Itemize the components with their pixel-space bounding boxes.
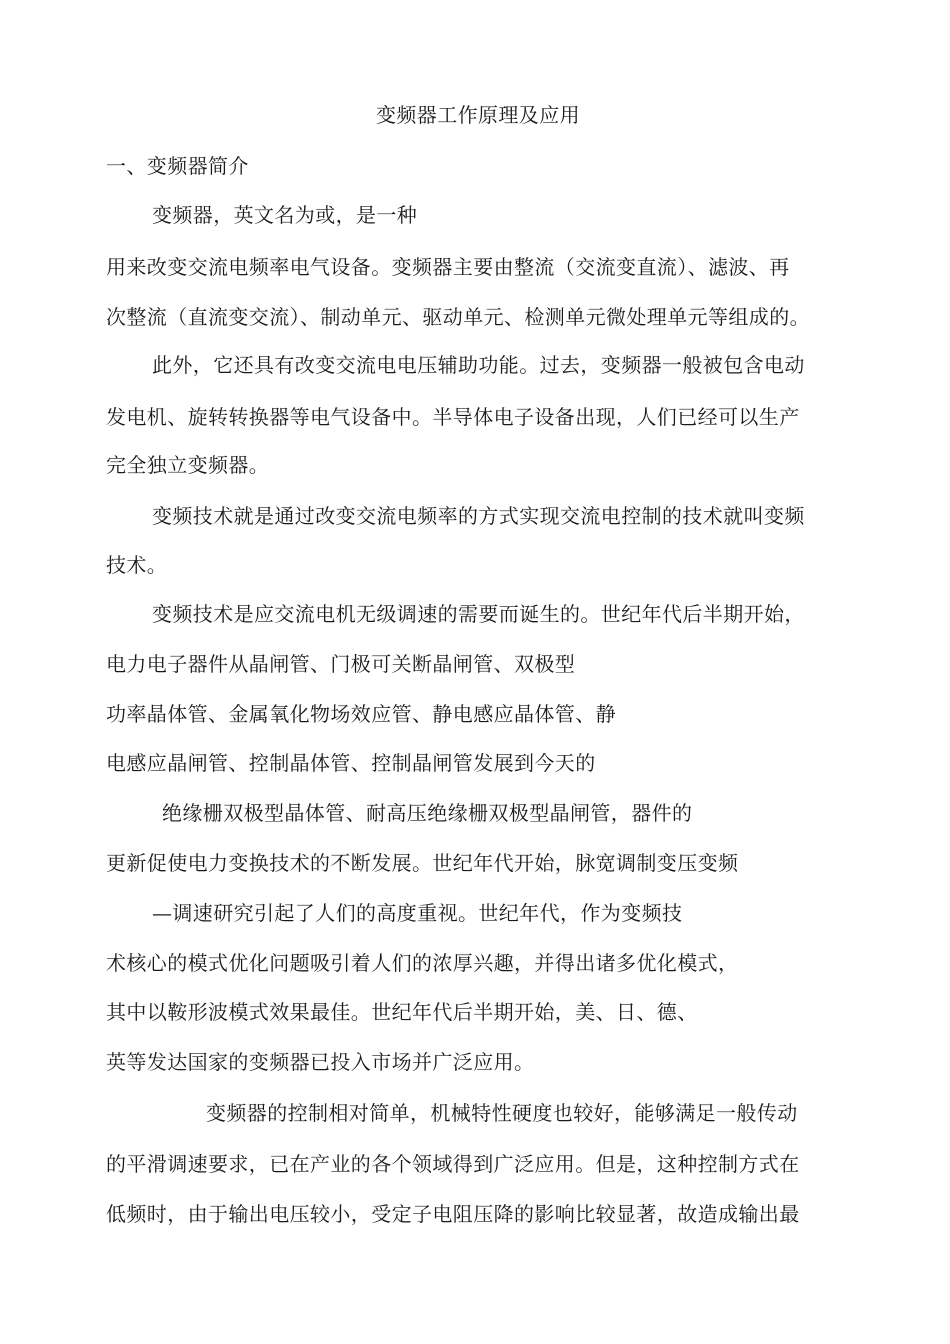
text-line: 更新促使电力变换技术的不断发展。世纪年代开始，脉宽调制变压变频 (106, 851, 739, 875)
text-line: 低频时，由于输出电压较小，受定子电阻压降的影响比较显著，故造成输出最 (106, 1202, 800, 1226)
text-line: 绝缘栅双极型晶体管、耐高压绝缘栅双极型晶闸管，器件的 (162, 801, 693, 825)
section-heading: 一、变频器简介 (106, 154, 249, 178)
text-line: 变频器，英文名为或，是一种 (152, 203, 418, 227)
text-line: 变频器的控制相对简单，机械特性硬度也较好，能够满足一般传动 (206, 1101, 798, 1125)
text-line: 的平滑调速要求，已在产业的各个领域得到广泛应用。但是，这种控制方式在 (106, 1152, 800, 1176)
text-line: 英等发达国家的变频器已投入市场并广泛应用。 (106, 1050, 535, 1074)
text-line: 电力电子器件从晶闸管、门极可关断晶闸管、双极型 (106, 652, 576, 676)
text-line: 其中以鞍形波模式效果最佳。世纪年代后半期开始，美、日、德、 (106, 1000, 698, 1024)
text-line: 用来改变交流电频率电气设备。变频器主要由整流（交流变直流）、滤波、再 (106, 255, 790, 279)
text-line: 功率晶体管、金属氧化物场效应管、静电感应晶体管、静 (106, 702, 616, 726)
text-line: 变频技术就是通过改变交流电频率的方式实现交流电控制的技术就叫变频 (152, 504, 805, 528)
document-title: 变频器工作原理及应用 (376, 103, 580, 127)
text-line: —调速研究引起了人们的高度重视。世纪年代，作为变频技 (152, 901, 683, 925)
text-line: 变频技术是应交流电机无级调速的需要而诞生的。世纪年代后半期开始， (152, 602, 805, 626)
text-line: 电感应晶闸管、控制晶体管、控制晶闸管发展到今天的 (106, 751, 596, 775)
text-line: 技术。 (106, 553, 168, 577)
text-line: 术核心的模式优化问题吸引着人们的浓厚兴趣，并得出诸多优化模式， (106, 951, 739, 975)
text-line: 发电机、旋转转换器等电气设备中。半导体电子设备出现，人们已经可以生产 (106, 405, 800, 429)
text-line: 次整流（直流变交流）、制动单元、驱动单元、检测单元微处理单元等组成的。 (106, 305, 810, 329)
text-line: 此外，它还具有改变交流电电压辅助功能。过去，变频器一般被包含电动 (152, 353, 805, 377)
text-line: 完全独立变频器。 (106, 453, 270, 477)
